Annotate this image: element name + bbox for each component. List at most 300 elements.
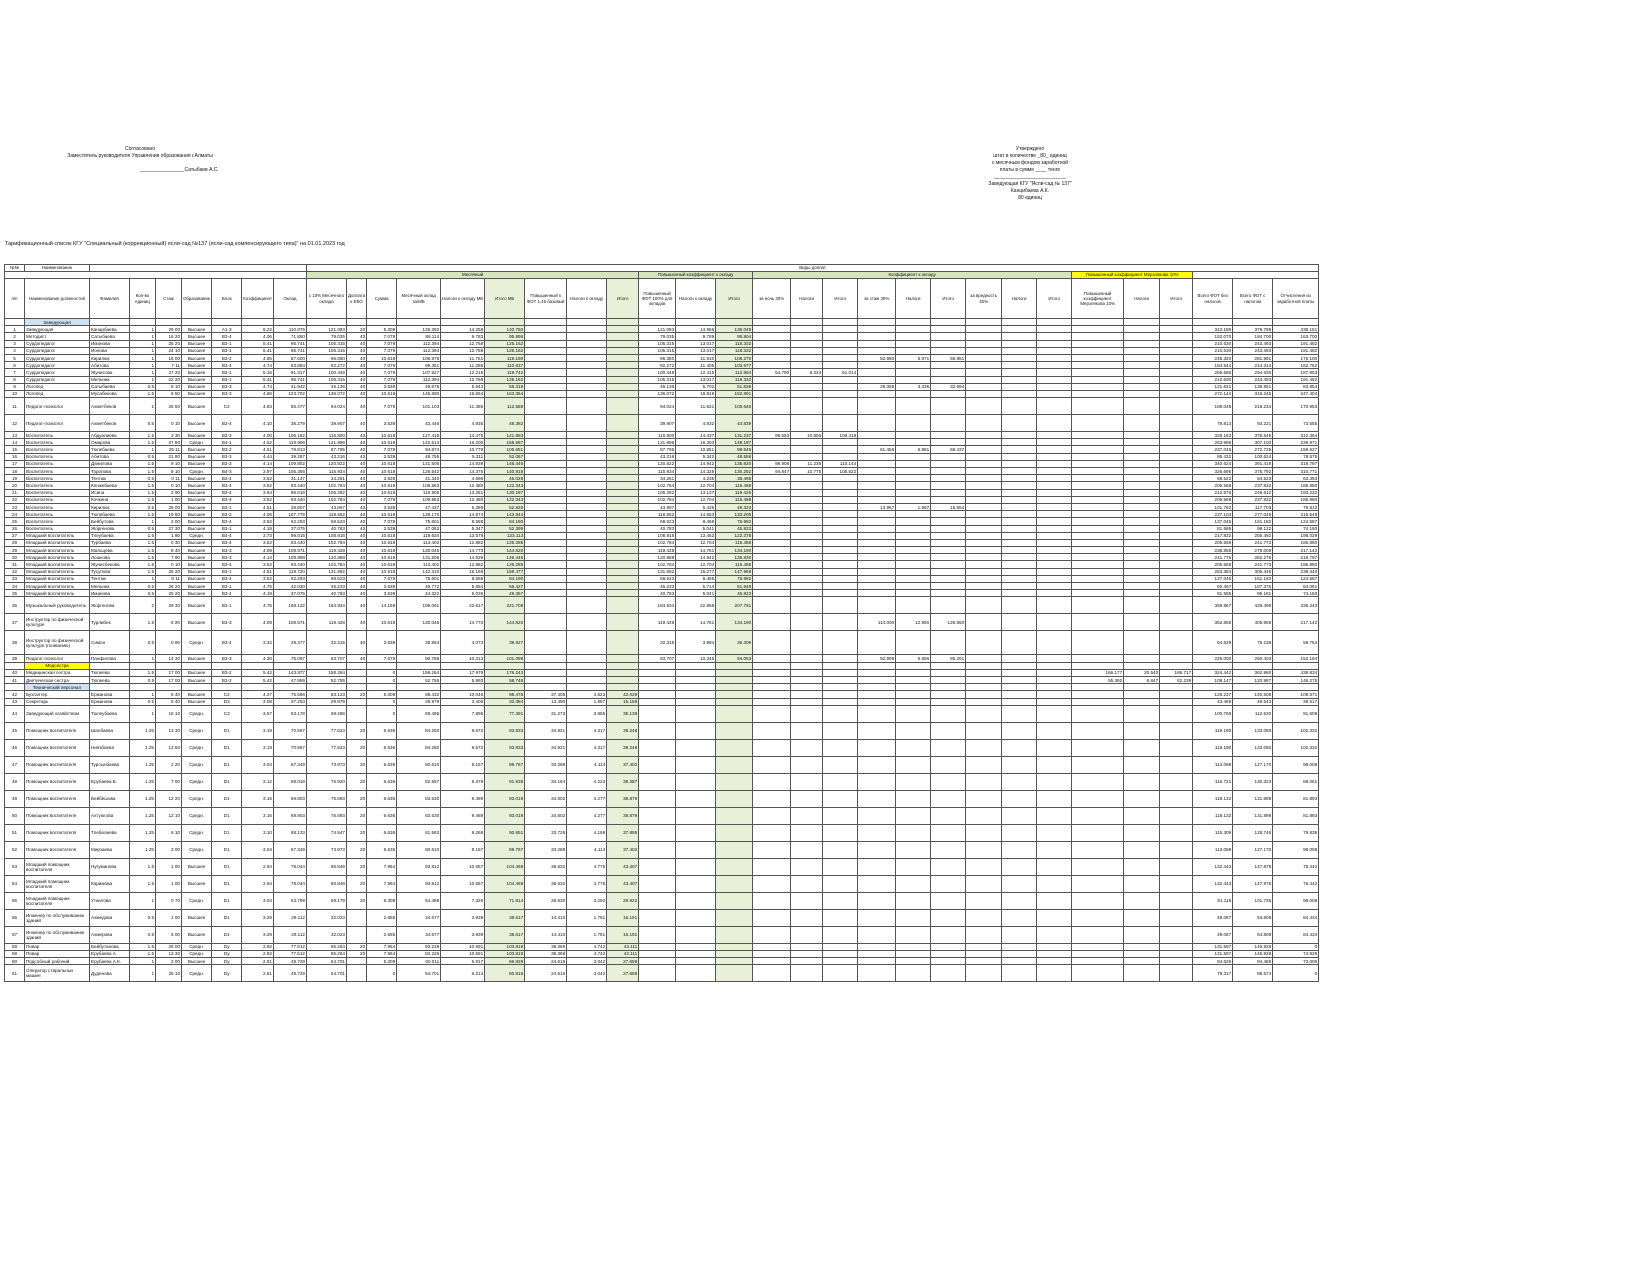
table-cell xyxy=(1124,561,1160,568)
table-cell xyxy=(896,532,931,539)
table-cell xyxy=(966,676,1002,683)
table-cell xyxy=(753,614,791,631)
table-cell: 3 xyxy=(5,340,25,347)
table-cell: 58.754 xyxy=(1273,631,1319,655)
table-cell: Высшее xyxy=(182,383,212,390)
table-cell: 106.978 xyxy=(397,354,441,361)
table-cell: Dу xyxy=(212,943,242,950)
table-cell: 6.636 xyxy=(367,739,397,756)
table-cell xyxy=(1160,807,1193,824)
table-cell xyxy=(1002,631,1037,655)
surname-cell: Кирилюк xyxy=(90,354,130,361)
table-row xyxy=(5,326,1319,333)
table-cell: 142.514 xyxy=(397,439,441,446)
table-cell: 4.19 xyxy=(242,525,274,532)
table-cell xyxy=(858,875,896,892)
table-cell xyxy=(966,892,1002,909)
table-cell xyxy=(525,547,567,554)
table-cell: 243.493 xyxy=(1233,340,1273,347)
table-row xyxy=(5,841,1319,858)
table-cell: 16 xyxy=(5,453,25,460)
table-cell xyxy=(823,655,858,662)
table-cell xyxy=(1160,554,1193,561)
table-cell xyxy=(607,369,639,376)
position-cell: Педагог-психолог xyxy=(25,415,90,432)
table-cell: 217.142 xyxy=(1273,614,1319,631)
table-cell xyxy=(1124,575,1160,582)
table-cell: 40 xyxy=(346,468,366,475)
table-cell xyxy=(1072,705,1124,722)
table-cell xyxy=(931,369,966,376)
table-cell: 37.075 xyxy=(273,525,306,532)
table-cell: 20 xyxy=(346,892,366,909)
table-cell xyxy=(931,631,966,655)
table-cell: 45 xyxy=(5,722,25,739)
table-cell xyxy=(896,475,931,482)
table-cell: 130.252 xyxy=(716,468,753,475)
table-cell: 102.332 xyxy=(1273,739,1319,756)
table-cell xyxy=(931,875,966,892)
table-cell xyxy=(1124,958,1160,965)
table-cell xyxy=(1072,614,1124,631)
table-cell: 50 xyxy=(5,807,25,824)
table-cell xyxy=(1072,390,1124,397)
table-cell xyxy=(823,354,858,361)
table-cell: 19 xyxy=(5,475,25,482)
table-cell: 107.375 xyxy=(1233,583,1273,590)
table-cell xyxy=(931,756,966,773)
table-row xyxy=(5,439,1319,446)
table-cell: 63.178 xyxy=(273,705,306,722)
column-header: Итого xyxy=(823,279,858,319)
table-cell xyxy=(1160,597,1193,614)
table-cell: 35.139 xyxy=(607,705,639,722)
table-cell: 4.75 xyxy=(242,583,274,590)
table-cell: 0 10 xyxy=(156,561,182,568)
table-cell xyxy=(858,333,896,340)
table-cell: 7 11 xyxy=(156,362,182,369)
table-cell: 67.349 xyxy=(273,756,306,773)
table-cell xyxy=(1160,698,1193,705)
table-cell xyxy=(753,496,791,503)
table-cell: 43.897 xyxy=(306,503,346,510)
table-cell: 105.315 xyxy=(639,347,676,354)
table-cell xyxy=(1002,950,1037,957)
table-cell xyxy=(753,376,791,383)
table-cell xyxy=(858,568,896,575)
table-cell xyxy=(1072,965,1124,982)
table-cell xyxy=(1124,354,1160,361)
empty-cell xyxy=(607,319,639,326)
table-cell: 108.571 xyxy=(273,547,306,554)
table-cell: 118.332 xyxy=(716,347,753,354)
table-cell xyxy=(676,705,716,722)
table-cell: Средн. xyxy=(182,631,212,655)
table-cell: 84.260 xyxy=(397,739,441,756)
table-cell: 95.563 xyxy=(753,432,791,439)
table-cell: 39.907 xyxy=(639,415,676,432)
table-cell: 24 xyxy=(5,511,25,518)
table-cell xyxy=(931,453,966,460)
table-cell: 34.931 xyxy=(525,739,567,756)
table-cell: 43.407 xyxy=(607,858,639,875)
table-cell xyxy=(931,489,966,496)
table-cell xyxy=(966,518,1002,525)
surname-cell: Мальцева xyxy=(90,547,130,554)
table-cell: 5.41 xyxy=(242,347,274,354)
table-cell: 116.800 xyxy=(639,432,676,439)
table-cell: 40.783 xyxy=(306,525,346,532)
table-cell: 5.42 xyxy=(242,669,274,676)
surname-cell: Турлибек xyxy=(90,614,130,631)
table-cell: 79.317 xyxy=(1193,965,1233,982)
table-cell xyxy=(567,568,607,575)
table-cell xyxy=(1124,547,1160,554)
table-cell: 116.906 xyxy=(397,489,441,496)
surname-cell: Омарова xyxy=(90,439,130,446)
empty-cell xyxy=(1124,319,1160,326)
table-cell xyxy=(823,676,858,683)
table-cell: 12.415 xyxy=(676,369,716,376)
table-cell: 5 xyxy=(5,354,25,361)
table-cell xyxy=(346,669,366,676)
position-cell: Младший воспитатель xyxy=(25,554,90,561)
table-cell: 43.469 xyxy=(1193,698,1233,705)
table-cell xyxy=(1124,631,1160,655)
table-cell: 46.233 xyxy=(306,583,346,590)
table-cell xyxy=(931,482,966,489)
table-cell: 14.761 xyxy=(676,547,716,554)
table-cell: 184.700 xyxy=(1233,333,1273,340)
table-cell xyxy=(791,807,823,824)
table-cell xyxy=(1160,561,1193,568)
surname-cell: Бейбутанова xyxy=(90,943,130,950)
table-cell: 76.893 xyxy=(306,790,346,807)
table-cell: 61.014 xyxy=(823,369,858,376)
table-cell xyxy=(858,575,896,582)
table-cell xyxy=(753,669,791,676)
surname-cell: Шалбаева xyxy=(90,722,130,739)
table-row xyxy=(5,415,1319,432)
table-cell: 25 10 xyxy=(156,965,182,982)
column-header: Налоги xyxy=(1002,279,1037,319)
table-row xyxy=(5,892,1319,909)
table-cell xyxy=(525,518,567,525)
table-cell: 21 80 xyxy=(156,453,182,460)
table-cell xyxy=(753,875,791,892)
table-cell: 40 xyxy=(346,614,366,631)
empty-cell xyxy=(753,319,791,326)
table-cell: 5.971 xyxy=(896,354,931,361)
empty-cell xyxy=(1072,319,1124,326)
table-cell: 1.5 xyxy=(130,561,156,568)
column-header: Итого МБ xyxy=(485,279,525,319)
table-cell: 130.187 xyxy=(485,489,525,496)
table-cell: 272.725 xyxy=(1233,446,1273,453)
table-cell: 40.783 xyxy=(639,525,676,532)
table-cell xyxy=(753,354,791,361)
position-cell: Сурдопедагог xyxy=(25,347,90,354)
table-cell xyxy=(525,525,567,532)
table-cell xyxy=(1124,539,1160,546)
table-cell xyxy=(525,398,567,415)
table-cell: 0 xyxy=(367,669,397,676)
table-cell: 16.191 xyxy=(607,926,639,943)
table-cell: 1.5 xyxy=(130,511,156,518)
table-cell xyxy=(1002,691,1037,698)
table-cell: 3.32 xyxy=(242,631,274,655)
table-cell xyxy=(525,369,567,376)
table-cell: В3-1 xyxy=(212,568,242,575)
table-cell xyxy=(607,383,639,390)
table-cell: 40 xyxy=(346,439,366,446)
table-cell: 277.049 xyxy=(1233,511,1273,518)
table-cell: 429.499 xyxy=(1233,597,1273,614)
table-cell xyxy=(753,655,791,662)
surname-cell: Абитова xyxy=(90,362,130,369)
column-header: Налоги к окладу xyxy=(676,279,716,319)
table-cell: 74.947 xyxy=(306,824,346,841)
table-cell xyxy=(858,340,896,347)
table-cell: 207.791 xyxy=(716,597,753,614)
table-cell xyxy=(896,575,931,582)
table-cell: 47.959 xyxy=(273,676,306,683)
table-cell: 0 30 xyxy=(156,539,182,546)
table-cell: 0 xyxy=(367,676,397,683)
table-cell: 20 xyxy=(346,875,366,892)
table-cell: 0 10 xyxy=(156,415,182,432)
table-cell xyxy=(346,676,366,683)
table-cell: 0.5 xyxy=(130,503,156,510)
table-cell: 3.10 xyxy=(242,824,274,841)
empty-cell xyxy=(212,684,242,691)
table-cell: 10.657 xyxy=(441,875,485,892)
table-cell: 113.402 xyxy=(397,539,441,546)
table-cell: 32.694 xyxy=(931,383,966,390)
table-cell: 3.04 xyxy=(242,756,274,773)
table-cell xyxy=(858,756,896,773)
table-cell xyxy=(525,432,567,439)
position-cell: Сурдопедагог xyxy=(25,340,90,347)
table-cell: 4.74 xyxy=(242,362,274,369)
table-cell: 4.51 xyxy=(242,446,274,453)
table-cell xyxy=(716,965,753,982)
table-cell: 75.566 xyxy=(273,691,306,698)
table-cell: 101.099 xyxy=(485,655,525,662)
table-cell: 94.024 xyxy=(306,398,346,415)
table-cell: В3-4 xyxy=(212,590,242,597)
table-cell: 14 xyxy=(5,439,25,446)
table-cell xyxy=(791,503,823,510)
table-cell: 10.046 xyxy=(441,691,485,698)
table-cell: 110.637 xyxy=(485,362,525,369)
table-cell xyxy=(1037,532,1072,539)
table-cell xyxy=(639,909,676,926)
table-cell: 22 20 xyxy=(156,376,182,383)
table-cell xyxy=(716,858,753,875)
table-cell: 40 xyxy=(346,347,366,354)
table-cell: 112.588 xyxy=(485,398,525,415)
table-cell xyxy=(753,590,791,597)
table-cell xyxy=(607,561,639,568)
table-cell: 20 xyxy=(346,950,366,957)
table-cell: 140.508 xyxy=(1233,691,1273,698)
table-cell: 2.655 xyxy=(367,909,397,926)
column-header: Налоги xyxy=(791,279,823,319)
table-cell xyxy=(966,568,1002,575)
position-cell: Подсобный рабочий xyxy=(25,958,90,965)
table-row xyxy=(5,575,1319,582)
table-cell: 1.25 xyxy=(130,722,156,739)
table-cell: 42 xyxy=(5,691,25,698)
table-cell: 118.132 xyxy=(1193,807,1233,824)
surname-cell: Кирилюк xyxy=(90,503,130,510)
table-cell: 118.332 xyxy=(716,376,753,383)
table-cell xyxy=(1037,554,1072,561)
table-cell: 98.478 xyxy=(485,691,525,698)
table-cell: 34.164 xyxy=(525,773,567,790)
table-row xyxy=(5,631,1319,655)
table-cell: 131.597 xyxy=(1193,950,1233,957)
table-cell: 13.017 xyxy=(676,347,716,354)
table-cell xyxy=(931,554,966,561)
table-cell: 137.046 xyxy=(1193,518,1233,525)
table-cell: 85.264 xyxy=(306,943,346,950)
table-cell xyxy=(896,398,931,415)
empty-cell xyxy=(212,662,242,669)
table-row xyxy=(5,525,1319,532)
table-cell: 6.636 xyxy=(367,722,397,739)
table-cell: 1 xyxy=(130,691,156,698)
table-cell: 91.317 xyxy=(273,369,306,376)
table-row xyxy=(5,539,1319,546)
table-cell: 7.079 xyxy=(367,376,397,383)
table-cell xyxy=(896,326,931,333)
table-cell xyxy=(858,790,896,807)
table-cell: 3.539 xyxy=(367,503,397,510)
table-cell: 104.469 xyxy=(485,858,525,875)
table-cell xyxy=(1072,383,1124,390)
table-cell: 352.856 xyxy=(1193,614,1233,631)
table-cell: 47 xyxy=(5,756,25,773)
table-cell: 3.04 xyxy=(242,841,274,858)
table-cell xyxy=(1002,655,1037,662)
table-cell: 94.486 xyxy=(1233,958,1273,965)
table-cell xyxy=(1072,539,1124,546)
table-cell: 4.06 xyxy=(242,511,274,518)
header-group-totals-empty xyxy=(1193,272,1319,279)
table-cell: 15.554 xyxy=(931,503,966,510)
table-cell: 294.630 xyxy=(1233,369,1273,376)
approval-block-right xyxy=(930,146,1130,202)
table-cell: 3.539 xyxy=(367,525,397,532)
table-row xyxy=(5,347,1319,354)
table-cell: 12.704 xyxy=(676,482,716,489)
table-cell xyxy=(1160,575,1193,582)
table-cell xyxy=(607,340,639,347)
table-cell: 10.618 xyxy=(367,482,397,489)
table-cell: 53 xyxy=(5,858,25,875)
table-cell: 75.601 xyxy=(397,518,441,525)
table-cell: Высшее xyxy=(182,475,212,482)
table-cell: 3 30 xyxy=(156,432,182,439)
table-cell: 54.808 xyxy=(1233,909,1273,926)
table-cell: 239.971 xyxy=(1273,439,1319,446)
table-cell: 162.762 xyxy=(1273,362,1319,369)
table-cell xyxy=(896,362,931,369)
table-cell xyxy=(639,950,676,957)
table-cell: 39.248 xyxy=(607,722,639,739)
table-cell xyxy=(607,390,639,397)
table-cell: 1 xyxy=(5,326,25,333)
table-cell xyxy=(858,950,896,957)
table-cell: 14.939 xyxy=(441,460,485,467)
table-cell xyxy=(1160,773,1193,790)
column-header: Всего ФОТ с налогом xyxy=(1233,279,1273,319)
table-cell xyxy=(525,482,567,489)
table-cell xyxy=(858,705,896,722)
table-cell: 112.394 xyxy=(397,340,441,347)
approval-left-line-2: Заместитель руководителя Управления образования г.Алматы xyxy=(67,153,213,159)
table-cell xyxy=(791,376,823,383)
table-cell: 10.591 xyxy=(441,943,485,950)
table-cell xyxy=(966,369,1002,376)
table-cell: Высшее xyxy=(182,489,212,496)
table-cell xyxy=(753,453,791,460)
table-cell: 40.783 xyxy=(306,590,346,597)
table-cell xyxy=(823,705,858,722)
table-cell: 40 xyxy=(346,511,366,518)
table-cell: 146.446 xyxy=(485,460,525,467)
table-cell xyxy=(966,950,1002,957)
table-row xyxy=(5,554,1319,561)
table-cell xyxy=(791,705,823,722)
table-cell: 10.618 xyxy=(367,532,397,539)
table-cell xyxy=(1037,756,1072,773)
table-cell: 135.830 xyxy=(716,554,753,561)
table-cell: 93.440 xyxy=(273,482,306,489)
table-cell: 40 xyxy=(346,518,366,525)
table-cell: 40 xyxy=(346,398,366,415)
surname-cell: Торопова xyxy=(90,468,130,475)
table-cell: 1.25 xyxy=(130,807,156,824)
table-cell xyxy=(607,432,639,439)
position-cell: Сурдопедагог xyxy=(25,362,90,369)
position-cell: Младший воспитатель xyxy=(25,568,90,575)
table-row xyxy=(5,824,1319,841)
table-cell: 33.288 xyxy=(525,841,567,858)
table-cell xyxy=(931,705,966,722)
table-cell xyxy=(1002,446,1037,453)
table-cell: 131.237 xyxy=(716,432,753,439)
table-cell: 205.568 xyxy=(1193,539,1233,546)
table-cell xyxy=(1072,583,1124,590)
table-cell: 12 20 xyxy=(156,790,182,807)
table-cell xyxy=(1002,958,1037,965)
table-cell xyxy=(966,669,1002,676)
table-cell: 5.643 xyxy=(441,383,485,390)
table-cell: D1 xyxy=(212,892,242,909)
table-cell xyxy=(1037,482,1072,489)
empty-cell xyxy=(639,319,676,326)
table-cell xyxy=(1002,347,1037,354)
position-cell: Воспитатель xyxy=(25,525,90,532)
table-cell xyxy=(1124,614,1160,631)
table-cell xyxy=(966,739,1002,756)
table-cell xyxy=(966,691,1002,698)
table-cell xyxy=(1037,875,1072,892)
table-cell: 40 xyxy=(346,475,366,482)
